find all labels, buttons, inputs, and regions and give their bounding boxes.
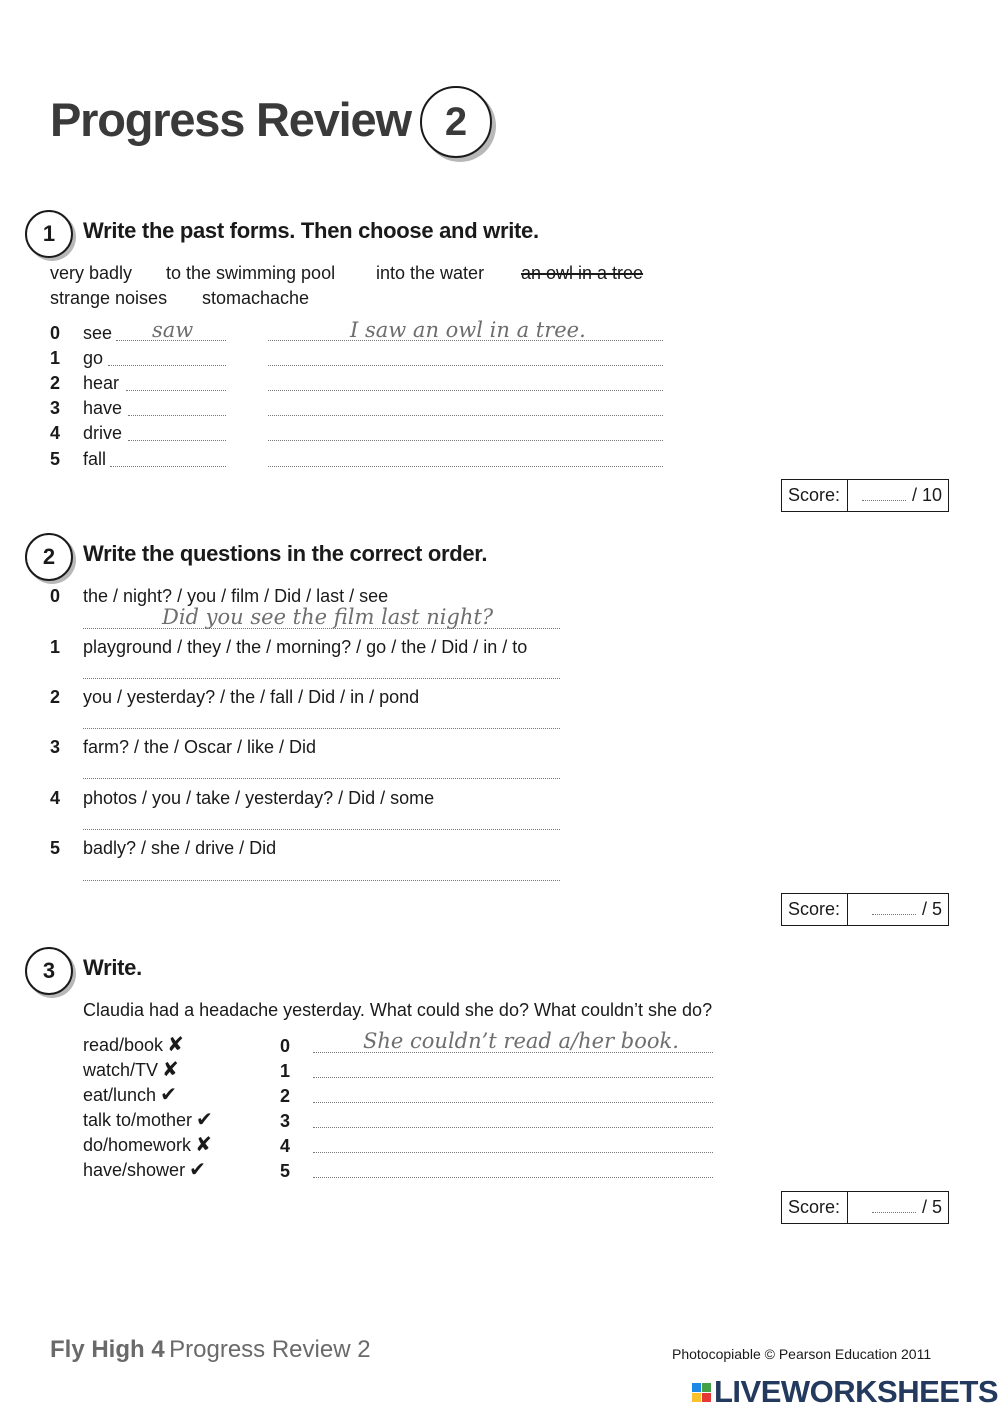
question-answer-line[interactable] xyxy=(83,678,560,679)
score-input[interactable] xyxy=(872,914,916,915)
jumbled-words: you / yesterday? / the / fall / Did / in / pond xyxy=(83,687,420,707)
verb: go xyxy=(83,348,104,368)
past-form-answer-line[interactable] xyxy=(128,440,226,441)
footer-brand: Fly High 4 xyxy=(50,1336,165,1363)
activity: read/book ✘ xyxy=(83,1034,184,1056)
footer-title xyxy=(50,1336,371,1364)
item-number: 5 xyxy=(50,838,61,858)
item-number: 3 xyxy=(280,1111,291,1131)
jumbled-words: the / night? / you / film / Did / last / see xyxy=(83,586,389,606)
item-number: 1 xyxy=(280,1061,291,1081)
activity: do/homework ✘ xyxy=(83,1134,212,1156)
sentence-answer-line[interactable] xyxy=(313,1152,713,1153)
question-answer-line[interactable] xyxy=(83,778,560,779)
score-input[interactable] xyxy=(872,1212,916,1213)
example-question: Did you see the film last night? xyxy=(162,605,494,629)
word-bank-item-used: an owl in a tree xyxy=(521,263,644,283)
item-number: 0 xyxy=(280,1036,291,1056)
section-1-number: 1 xyxy=(25,210,73,258)
section-2-number: 2 xyxy=(25,533,73,581)
item-number: 5 xyxy=(50,449,61,469)
item-number: 1 xyxy=(50,637,61,657)
check-icon: ✔ xyxy=(160,1084,177,1106)
score-total: / 10 xyxy=(911,485,942,505)
review-number-badge: 2 xyxy=(420,86,492,158)
sentence-answer-line[interactable] xyxy=(313,1077,713,1078)
word-bank-item: stomachache xyxy=(202,288,310,308)
section-2-title: Write the questions in the correct order. xyxy=(83,541,488,566)
logo-grid-icon xyxy=(692,1383,711,1402)
sentence-answer-line[interactable] xyxy=(313,1177,713,1178)
score-label: Score: xyxy=(782,480,848,511)
past-form-answer-line[interactable] xyxy=(128,415,226,416)
item-number: 3 xyxy=(50,398,61,418)
item-number: 5 xyxy=(280,1161,291,1181)
sentence-answer-line[interactable] xyxy=(268,415,663,416)
score-input[interactable] xyxy=(862,500,906,501)
verb: hear xyxy=(83,373,120,393)
example-past-form: saw xyxy=(152,318,194,342)
score-label: Score: xyxy=(782,894,848,925)
question-answer-line[interactable] xyxy=(83,880,560,881)
score-label: Score: xyxy=(782,1192,848,1223)
check-icon: ✔ xyxy=(189,1159,206,1181)
jumbled-words: farm? / the / Oscar / like / Did xyxy=(83,737,317,757)
check-icon: ✔ xyxy=(196,1109,213,1131)
item-number: 2 xyxy=(50,687,61,707)
activity: eat/lunch ✔ xyxy=(83,1084,177,1106)
example-answer: She couldn’t read a/her book. xyxy=(363,1029,679,1053)
word-bank-item: strange noises xyxy=(50,288,168,308)
sentence-answer-line[interactable] xyxy=(268,365,663,366)
item-number: 0 xyxy=(50,586,61,606)
sentence-answer-line[interactable] xyxy=(268,440,663,441)
past-form-answer-line[interactable] xyxy=(108,365,226,366)
item-number: 2 xyxy=(50,373,61,393)
section-3-title: Write. xyxy=(83,955,142,980)
activity: talk to/mother ✔ xyxy=(83,1109,213,1131)
jumbled-words: playground / they / the / morning? / go / the / Did / in / to xyxy=(83,637,528,657)
footer-subtitle: Progress Review 2 xyxy=(169,1336,371,1363)
jumbled-words: badly? / she / drive / Did xyxy=(83,838,277,858)
logo-text: LIVEWORKSHEETS xyxy=(714,1374,999,1409)
verb: have xyxy=(83,398,123,418)
score-box xyxy=(781,479,949,512)
sentence-answer-line[interactable] xyxy=(313,1102,713,1103)
word-bank-item: into the water xyxy=(376,263,485,283)
verb: see xyxy=(83,323,113,343)
item-number: 3 xyxy=(50,737,61,757)
question-answer-line[interactable] xyxy=(83,728,560,729)
jumbled-words: photos / you / take / yesterday? / Did / some xyxy=(83,788,435,808)
word-bank-item: to the swimming pool xyxy=(166,263,336,283)
sentence-answer-line[interactable] xyxy=(313,1127,713,1128)
cross-icon: ✘ xyxy=(162,1059,179,1081)
past-form-answer-line[interactable] xyxy=(126,390,226,391)
item-number: 2 xyxy=(280,1086,291,1106)
section-3-number: 3 xyxy=(25,947,73,995)
section-3-prompt: Claudia had a headache yesterday. What could she do? What couldn’t she do? xyxy=(83,1000,713,1020)
past-form-answer-line[interactable] xyxy=(110,466,226,467)
cross-icon: ✘ xyxy=(195,1134,212,1156)
cross-icon: ✘ xyxy=(167,1034,184,1056)
item-number: 4 xyxy=(280,1136,291,1156)
verb: drive xyxy=(83,423,123,443)
item-number: 4 xyxy=(50,788,61,808)
score-box xyxy=(781,1191,949,1224)
question-answer-line[interactable] xyxy=(83,829,560,830)
score-box xyxy=(781,893,949,926)
sentence-answer-line[interactable] xyxy=(268,466,663,467)
page-title: Progress Review xyxy=(50,93,411,146)
item-number: 1 xyxy=(50,348,61,368)
copyright: Photocopiable © Pearson Education 2011 xyxy=(672,1346,932,1362)
sentence-answer-line[interactable] xyxy=(268,390,663,391)
item-number: 4 xyxy=(50,423,61,443)
section-1-title: Write the past forms. Then choose and write. xyxy=(83,218,539,243)
verb: fall xyxy=(83,449,107,469)
activity: have/shower ✔ xyxy=(83,1159,206,1181)
example-sentence: I saw an owl in a tree. xyxy=(350,318,586,342)
activity: watch/TV ✘ xyxy=(83,1059,179,1081)
item-number: 0 xyxy=(50,323,61,343)
word-bank-item: very badly xyxy=(50,263,133,283)
score-total: / 5 xyxy=(921,899,942,919)
liveworksheets-logo[interactable] xyxy=(692,1374,998,1410)
score-total: / 5 xyxy=(921,1197,942,1217)
